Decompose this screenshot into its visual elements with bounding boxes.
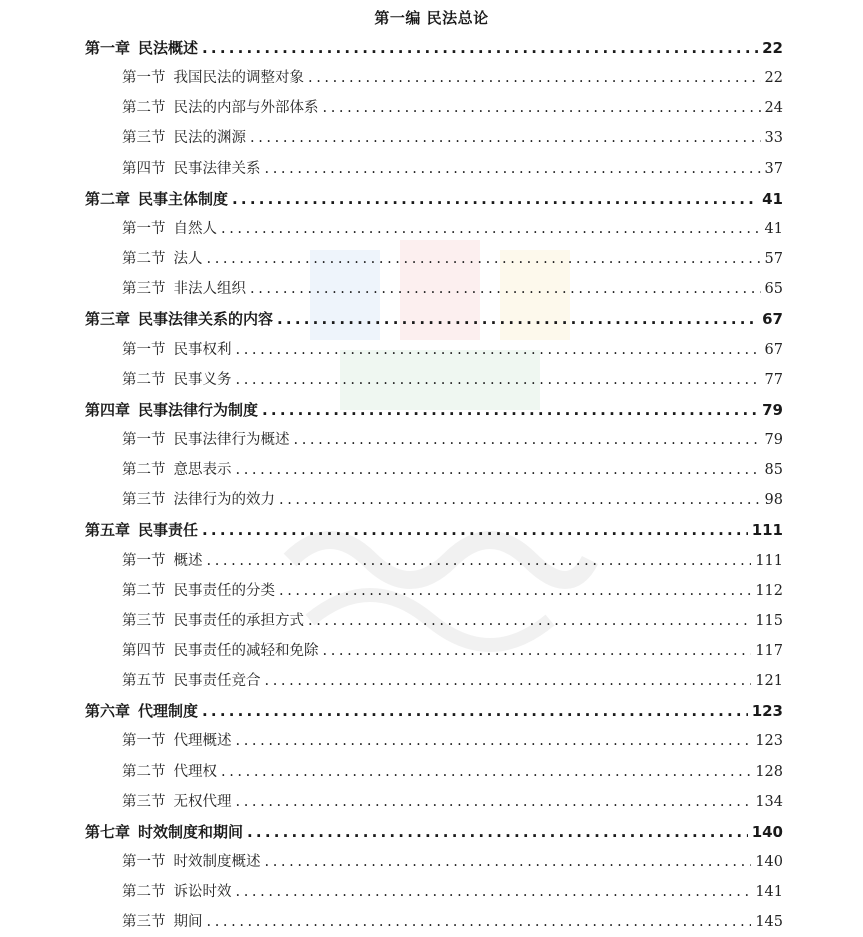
section-number: 第五节 — [122, 673, 166, 690]
toc-section-row[interactable] — [122, 877, 783, 907]
section-title: 民事法律行为概述 — [173, 431, 290, 448]
dot-leader — [207, 546, 752, 576]
toc-section-row[interactable] — [122, 425, 783, 455]
chapter-label — [85, 304, 273, 334]
toc-section-row[interactable] — [122, 214, 783, 244]
dot-leader — [308, 606, 751, 636]
toc-section-row[interactable] — [122, 365, 783, 395]
toc-section-row[interactable] — [122, 907, 783, 937]
section-title: 民事责任的减轻和免除 — [173, 643, 319, 659]
toc-chapter-row[interactable] — [85, 33, 783, 63]
section-title: 民事责任竞合 — [173, 673, 261, 690]
dot-leader — [236, 877, 752, 907]
section-title: 无权代理 — [173, 793, 232, 810]
page-number: 128 — [755, 763, 783, 780]
section-title: 我国民法的调整对象 — [173, 70, 304, 87]
chapter-number: 第二章 — [85, 189, 131, 208]
toc-section-row[interactable] — [122, 546, 783, 576]
section-number: 第二节 — [122, 100, 166, 117]
section-title: 法律行为的效力 — [173, 492, 275, 509]
section-label — [122, 154, 261, 184]
section-label — [122, 636, 319, 666]
section-label — [122, 787, 232, 817]
page-number: 140 — [755, 854, 783, 871]
section-title: 法人 — [173, 251, 203, 268]
page-number: 79 — [764, 431, 783, 448]
dot-leader — [323, 93, 761, 123]
section-number: 第一节 — [122, 431, 166, 448]
section-number: 第四节 — [122, 160, 166, 177]
dot-leader — [247, 817, 748, 847]
dot-leader — [323, 636, 752, 666]
section-number: 第一节 — [122, 220, 166, 237]
dot-leader — [308, 63, 761, 93]
toc-section-row[interactable] — [122, 606, 783, 636]
toc-section-row[interactable] — [122, 485, 783, 515]
section-number: 第三节 — [122, 130, 166, 147]
section-label — [122, 425, 290, 455]
toc-section-row[interactable] — [122, 847, 783, 877]
dot-leader — [279, 485, 761, 515]
dot-leader — [202, 33, 758, 63]
section-label — [122, 63, 304, 93]
chapter-title: 民事法律关系的内容 — [138, 310, 274, 329]
toc-section-row[interactable] — [122, 787, 783, 817]
section-number: 第三节 — [122, 612, 166, 629]
toc-section-row[interactable] — [122, 636, 783, 666]
dot-leader — [207, 244, 761, 274]
toc-section-row[interactable] — [122, 244, 783, 274]
page-number: 117 — [755, 643, 783, 659]
toc-chapter-row[interactable] — [85, 395, 783, 425]
section-number: 第二节 — [122, 582, 166, 599]
dot-leader — [279, 576, 751, 606]
section-title: 自然人 — [173, 220, 217, 237]
section-label — [122, 726, 232, 756]
part-title: 第一编 民法总论 — [374, 9, 489, 27]
section-label — [122, 244, 203, 274]
section-label — [122, 546, 203, 576]
chapter-label — [85, 696, 198, 726]
dot-leader — [236, 335, 761, 365]
page-number: 140 — [751, 822, 783, 841]
section-number: 第二节 — [122, 763, 166, 780]
section-title: 时效制度概述 — [173, 854, 261, 871]
page-number: 115 — [755, 612, 783, 629]
chapter-title: 代理制度 — [138, 702, 199, 721]
dot-leader — [265, 666, 752, 696]
section-label — [122, 93, 319, 123]
section-title: 民事责任的承担方式 — [173, 612, 304, 629]
toc-section-row[interactable] — [122, 93, 783, 123]
dot-leader — [250, 274, 761, 304]
section-number: 第一节 — [122, 70, 166, 87]
chapter-label — [85, 395, 258, 425]
section-label — [122, 455, 232, 485]
section-label — [122, 907, 203, 937]
chapter-label — [85, 515, 198, 545]
page-number: 24 — [764, 100, 783, 117]
page-number: 33 — [764, 130, 783, 147]
dot-leader — [236, 787, 752, 817]
dot-leader — [265, 154, 761, 184]
section-number: 第三节 — [122, 793, 166, 810]
section-title: 民事责任的分类 — [173, 582, 275, 599]
section-title: 非法人组织 — [173, 281, 246, 298]
page-number: 98 — [764, 492, 783, 509]
page-number: 123 — [755, 733, 783, 750]
toc-section-row[interactable] — [122, 335, 783, 365]
dot-leader — [250, 123, 761, 153]
chapter-title: 民事法律行为制度 — [138, 400, 259, 419]
toc-section-row[interactable] — [122, 726, 783, 756]
section-label — [122, 365, 232, 395]
section-number: 第二节 — [122, 884, 166, 901]
section-number: 第三节 — [122, 492, 166, 509]
section-number: 第二节 — [122, 462, 166, 479]
dot-leader — [221, 757, 751, 787]
page-number: 37 — [764, 160, 783, 177]
section-label — [122, 123, 246, 153]
section-label — [122, 214, 217, 244]
chapter-number: 第七章 — [85, 822, 131, 841]
dot-leader — [262, 395, 758, 425]
page-number: 65 — [764, 281, 783, 298]
dot-leader — [221, 214, 761, 244]
toc-section-row[interactable] — [122, 123, 783, 153]
dot-leader — [236, 455, 761, 485]
section-title: 诉讼时效 — [173, 884, 232, 901]
toc-chapter-row[interactable] — [85, 515, 783, 545]
chapter-title: 民法概述 — [138, 39, 199, 57]
page-number: 112 — [755, 582, 783, 599]
chapter-label — [85, 817, 243, 847]
section-number: 第二节 — [122, 251, 166, 268]
section-title: 民法的内部与外部体系 — [173, 100, 319, 117]
section-title: 代理概述 — [173, 733, 232, 750]
toc-chapter-row[interactable] — [85, 817, 783, 847]
section-number: 第一节 — [122, 854, 166, 871]
section-title: 民事法律关系 — [173, 160, 261, 177]
dot-leader — [265, 847, 752, 877]
page-number: 77 — [764, 371, 783, 388]
dot-leader — [232, 184, 758, 214]
page-number: 22 — [762, 39, 783, 57]
page-number: 111 — [751, 521, 783, 540]
section-label — [122, 576, 275, 606]
section-title: 民事义务 — [173, 371, 232, 388]
page-number: 57 — [764, 251, 783, 268]
section-title: 民事权利 — [173, 341, 232, 358]
page-number: 22 — [764, 70, 783, 87]
section-number: 第一节 — [122, 552, 166, 569]
page-number: 145 — [755, 914, 783, 931]
chapter-number: 第三章 — [85, 310, 131, 329]
dot-leader — [294, 425, 761, 455]
page-number: 111 — [755, 552, 783, 569]
dot-leader — [202, 696, 748, 726]
chapter-number: 第五章 — [85, 521, 131, 540]
toc-chapter-row[interactable] — [85, 184, 783, 214]
toc-section-row[interactable] — [122, 757, 783, 787]
toc-section-row[interactable] — [122, 274, 783, 304]
section-number: 第三节 — [122, 281, 166, 298]
section-label — [122, 485, 275, 515]
toc-chapter-row[interactable] — [85, 304, 783, 334]
page-number: 134 — [755, 793, 783, 810]
page-number: 41 — [762, 189, 783, 208]
chapter-label — [85, 33, 198, 63]
page-number: 79 — [762, 400, 783, 419]
section-title: 民法的渊源 — [173, 130, 246, 147]
chapter-label — [85, 184, 228, 214]
page-number: 141 — [755, 884, 783, 901]
page-number: 67 — [762, 310, 783, 329]
section-number: 第三节 — [122, 914, 166, 931]
page-number: 121 — [755, 673, 783, 690]
section-label — [122, 666, 261, 696]
toc-section-row[interactable] — [122, 455, 783, 485]
section-title: 概述 — [173, 552, 203, 569]
dot-leader — [202, 515, 748, 545]
section-label — [122, 274, 246, 304]
page-number: 85 — [764, 462, 783, 479]
page-number: 123 — [751, 702, 783, 721]
section-number: 第一节 — [122, 733, 166, 750]
chapter-number: 第六章 — [85, 702, 131, 721]
section-number: 第四节 — [122, 643, 166, 659]
section-label — [122, 847, 261, 877]
dot-leader — [236, 365, 761, 395]
section-number: 第一节 — [122, 341, 166, 358]
toc-section-row[interactable] — [122, 666, 783, 696]
section-label — [122, 335, 232, 365]
toc-section-row[interactable] — [122, 154, 783, 184]
dot-leader — [236, 726, 752, 756]
chapter-number: 第四章 — [85, 400, 131, 419]
section-number: 第二节 — [122, 371, 166, 388]
chapter-number: 第一章 — [85, 39, 131, 57]
section-label — [122, 757, 217, 787]
chapter-title: 时效制度和期间 — [138, 822, 244, 841]
toc-chapter-row[interactable] — [85, 696, 783, 726]
dot-leader — [207, 907, 752, 937]
chapter-title: 民事责任 — [138, 521, 199, 540]
toc-section-row[interactable] — [122, 576, 783, 606]
section-title: 期间 — [173, 914, 203, 931]
section-label — [122, 606, 304, 636]
section-title: 意思表示 — [173, 462, 232, 479]
section-label — [122, 877, 232, 907]
section-title: 代理权 — [173, 763, 217, 780]
chapter-title: 民事主体制度 — [138, 189, 229, 208]
page-number: 67 — [764, 341, 783, 358]
toc-section-row[interactable] — [122, 63, 783, 93]
dot-leader — [277, 304, 758, 334]
page-number: 41 — [764, 220, 783, 237]
